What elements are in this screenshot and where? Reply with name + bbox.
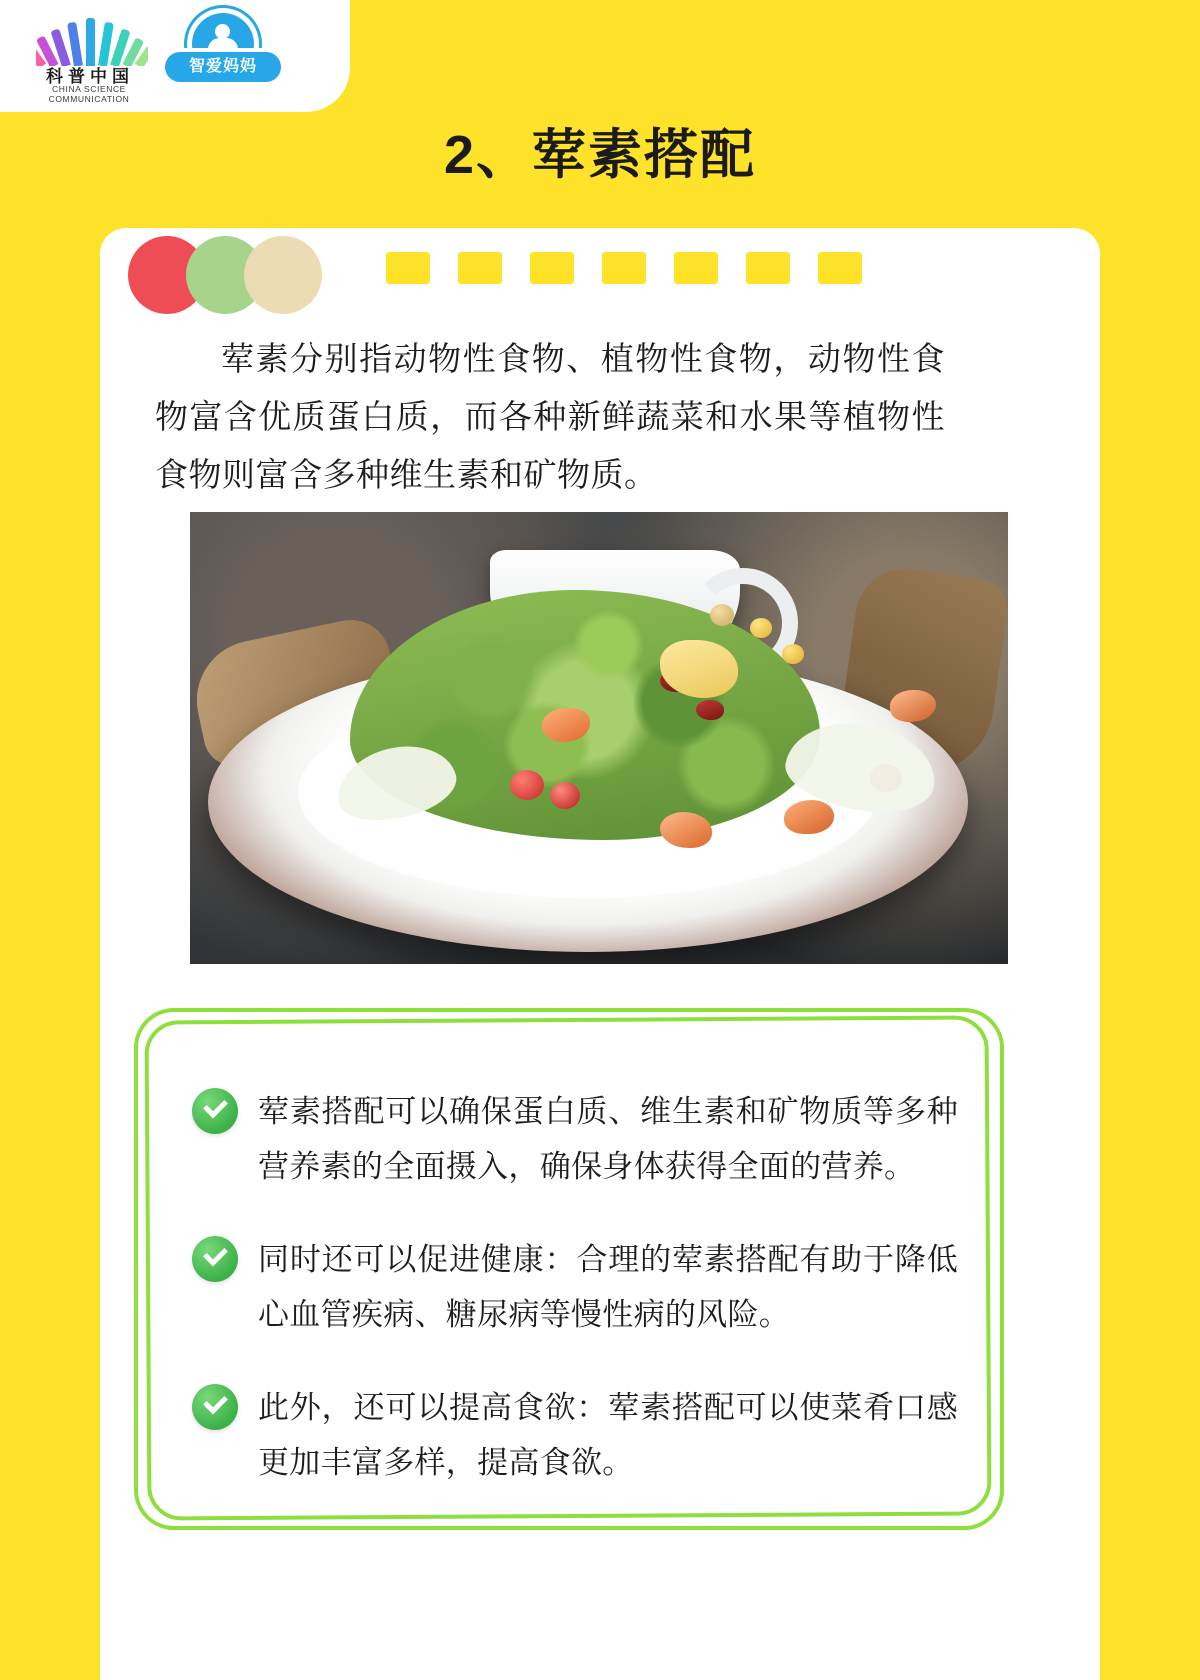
zhiai-mama-label: 智爱妈妈 bbox=[188, 58, 257, 75]
list-item bbox=[186, 1380, 958, 1490]
corn-kernel bbox=[750, 618, 772, 638]
chickpea bbox=[710, 604, 734, 626]
decor-dot-row bbox=[128, 236, 988, 314]
benefit-text: 荤素搭配可以确保蛋白质、维生素和矿物质等多种营养素的全面摄入，确保身体获得全面的营养。 bbox=[258, 1094, 958, 1184]
decor-dash bbox=[458, 252, 502, 284]
page-title: 2、荤素搭配 bbox=[443, 125, 757, 185]
decor-dash bbox=[386, 252, 430, 284]
zhiai-mama-logo bbox=[165, 8, 281, 100]
decor-dot bbox=[244, 236, 322, 314]
list-item bbox=[186, 1084, 958, 1194]
benefit-text: 同时还可以促进健康：合理的荤素搭配有助于降低心血管疾病、糖尿病等慢性病的风险。 bbox=[258, 1242, 958, 1332]
benefits-callout bbox=[134, 1008, 1004, 1530]
china-science-communication-logo bbox=[14, 12, 164, 104]
corn-kernel bbox=[782, 644, 804, 664]
intro-paragraph: 荤素分别指动物性食物、植物性食物，动物性食物富含优质蛋白质，而各种新鲜蔬菜和水果等植物性食物则富含多种维生素和矿物质。 bbox=[155, 340, 945, 493]
decor-dash bbox=[746, 252, 790, 284]
list-item bbox=[186, 1232, 958, 1342]
cherry-tomato bbox=[510, 770, 544, 800]
salad-photo bbox=[190, 512, 1008, 964]
logo-bar bbox=[0, 0, 350, 112]
decor-dash bbox=[818, 252, 862, 284]
benefits-list bbox=[186, 1084, 958, 1528]
decor-dash bbox=[674, 252, 718, 284]
cherry-tomato bbox=[550, 782, 580, 809]
kepu-logo-en: CHINA SCIENCE COMMUNICATION bbox=[48, 84, 130, 104]
check-circle-icon bbox=[192, 1236, 238, 1282]
zhiai-mama-ribbon bbox=[165, 52, 281, 82]
fan-logo-icon bbox=[36, 14, 148, 66]
shrimp bbox=[784, 800, 834, 834]
decor-dash bbox=[530, 252, 574, 284]
check-circle-icon bbox=[192, 1384, 238, 1430]
kepu-logo-zh: 科普中国 bbox=[46, 67, 134, 86]
decor-dash bbox=[602, 252, 646, 284]
check-circle-icon bbox=[192, 1088, 238, 1134]
benefit-text: 此外，还可以提高食欲：荤素搭配可以使菜肴口感更加丰富多样，提高食欲。 bbox=[258, 1390, 958, 1480]
kidney-bean bbox=[696, 700, 724, 720]
